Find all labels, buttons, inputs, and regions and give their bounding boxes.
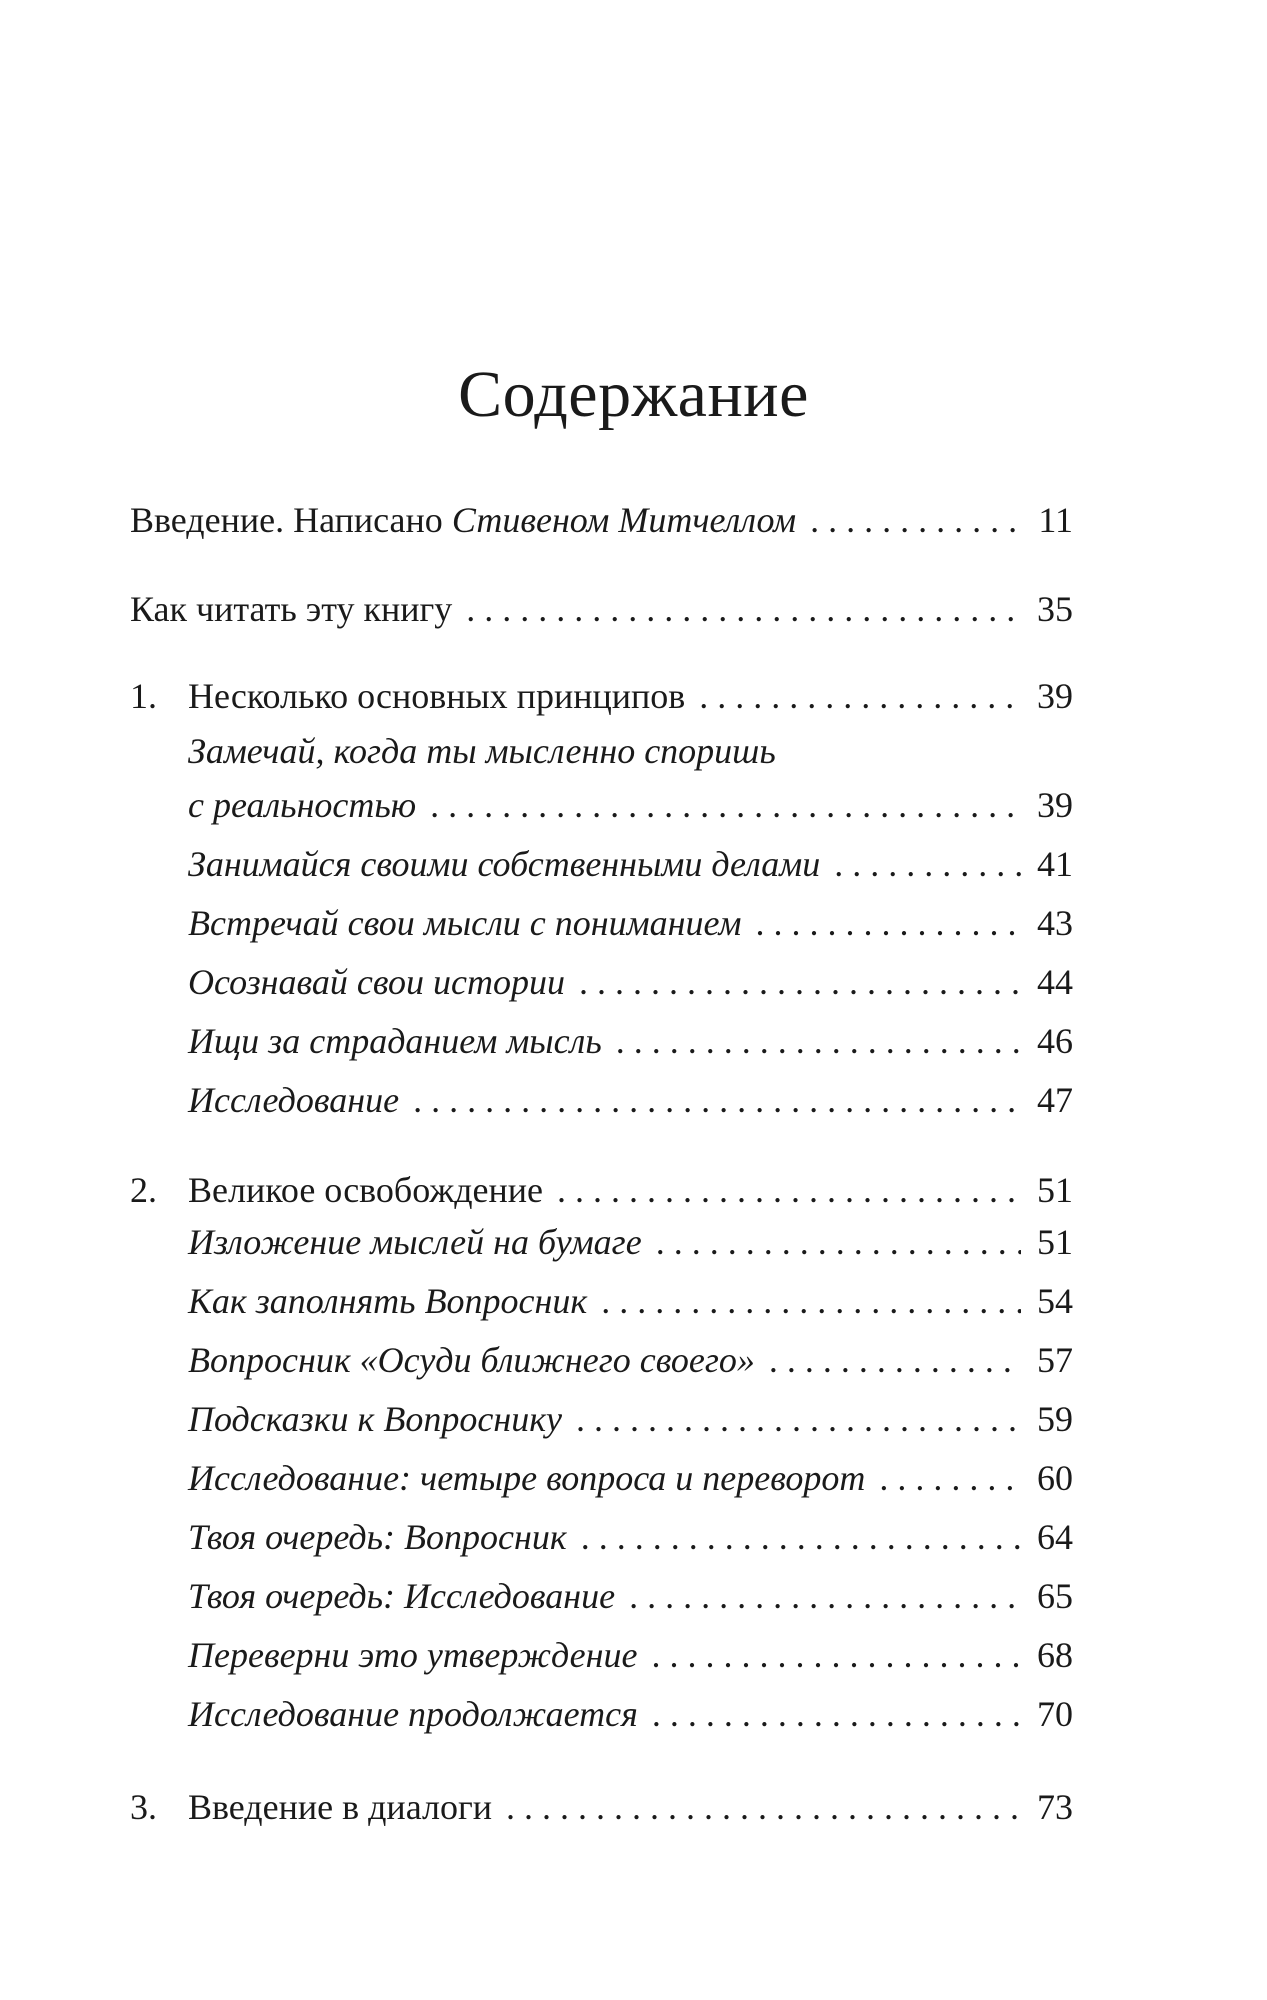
toc-page-number: 39 <box>1037 676 1073 716</box>
dot-leader <box>699 672 1021 720</box>
toc-subentry <box>130 840 1073 888</box>
toc-subentry <box>130 1336 1073 1384</box>
toc-entry-label: Ищи за страданием мысль <box>188 1021 602 1061</box>
toc-page-number: 65 <box>1037 1576 1073 1616</box>
toc-subentry <box>130 1218 1073 1266</box>
toc-subentry <box>130 781 1073 829</box>
chapter-number: 1. <box>130 676 157 716</box>
toc-entry-label: Исследование продолжается <box>188 1694 638 1734</box>
dot-leader <box>579 958 1021 1006</box>
toc-entry-introduction <box>130 496 1073 544</box>
toc-entry-label: Вопросник «Осуди ближнего своего» <box>188 1340 755 1380</box>
toc-page-number: 60 <box>1037 1458 1073 1498</box>
toc-entry-label: Введение в диалоги <box>188 1787 492 1827</box>
dot-leader <box>557 1166 1021 1214</box>
toc-page-number: 51 <box>1037 1170 1073 1210</box>
dot-leader <box>430 781 1021 829</box>
toc-entry-how-to-read <box>130 585 1073 633</box>
page-title: Содержание <box>458 358 809 431</box>
toc-page-number: 54 <box>1037 1281 1073 1321</box>
toc-entry-label: Исследование <box>188 1080 400 1120</box>
toc-page-number: 73 <box>1037 1787 1073 1827</box>
toc-entry-label-plain: Введение. Написано <box>130 500 452 540</box>
toc-subentry <box>130 1076 1073 1124</box>
toc-entry-label: Встречай свои мысли с пониманием <box>188 903 742 943</box>
toc-page-number: 35 <box>1037 589 1073 629</box>
toc-subentry <box>130 958 1073 1006</box>
toc-page-number: 41 <box>1037 844 1073 884</box>
toc-entry-label: Как заполнять Вопросник <box>188 1281 588 1321</box>
toc-subentry <box>130 1572 1073 1620</box>
toc-entry-label: Занимайся своими собственными делами <box>188 844 821 884</box>
toc-chapter-3 <box>130 1783 1073 1831</box>
toc-entry-label: Несколько основных принципов <box>188 676 686 716</box>
toc-entry-label-author: Стивеном Митчеллом <box>451 500 797 540</box>
toc-page-number: 47 <box>1037 1080 1073 1120</box>
toc-subentry <box>130 1277 1073 1325</box>
dot-leader <box>466 585 1021 633</box>
toc-entry-label: Твоя очередь: Вопросник <box>188 1517 567 1557</box>
toc-entry-label <box>130 496 796 544</box>
toc-subentry <box>130 1690 1073 1738</box>
toc-page-number: 44 <box>1037 962 1073 1002</box>
toc-subentry <box>130 899 1073 947</box>
toc-page-number: 39 <box>1037 785 1073 825</box>
dot-leader <box>616 1017 1021 1065</box>
toc-page-number: 68 <box>1037 1635 1073 1675</box>
toc-page-number: 64 <box>1037 1517 1073 1557</box>
dot-leader <box>506 1783 1021 1831</box>
dot-leader <box>601 1277 1021 1325</box>
toc-page-number: 57 <box>1037 1340 1073 1380</box>
toc-entry-label: Замечай, когда ты мысленно споришь <box>188 731 776 771</box>
toc-entry-label: Подсказки к Вопроснику <box>188 1399 563 1439</box>
dot-leader <box>756 899 1021 947</box>
toc-entry-label: с реальностью <box>188 785 417 825</box>
table-of-contents <box>130 0 1073 2000</box>
toc-page-number: 70 <box>1037 1694 1073 1734</box>
toc-page-number: 59 <box>1037 1399 1073 1439</box>
toc-page-number: 51 <box>1037 1222 1073 1262</box>
chapter-number: 2. <box>130 1170 157 1210</box>
dot-leader <box>834 840 1021 888</box>
toc-subentry <box>130 1395 1073 1443</box>
toc-subentry <box>130 1631 1073 1679</box>
dot-leader <box>651 1631 1021 1679</box>
toc-entry-label: Изложение мыслей на бумаге <box>188 1222 642 1262</box>
dot-leader <box>769 1336 1021 1384</box>
toc-page-number: 46 <box>1037 1021 1073 1061</box>
toc-entry-label: Переверни это утверждение <box>188 1635 638 1675</box>
toc-subentry-line1 <box>130 727 1073 775</box>
toc-subentry <box>130 1017 1073 1065</box>
chapter-number: 3. <box>130 1787 157 1827</box>
toc-page-number: 11 <box>1038 500 1073 540</box>
dot-leader <box>413 1076 1021 1124</box>
toc-subentry <box>130 1454 1073 1502</box>
dot-leader <box>652 1690 1021 1738</box>
toc-entry-label: Как читать эту книгу <box>130 589 453 629</box>
dot-leader <box>656 1218 1021 1266</box>
dot-leader <box>879 1454 1021 1502</box>
dot-leader <box>581 1513 1021 1561</box>
toc-entry-label: Осознавай свои истории <box>188 962 565 1002</box>
toc-chapter-1 <box>130 672 1073 720</box>
toc-entry-label: Исследование: четыре вопроса и переворот <box>188 1458 866 1498</box>
dot-leader <box>810 496 1021 544</box>
toc-page-number: 43 <box>1037 903 1073 943</box>
dot-leader <box>629 1572 1021 1620</box>
toc-entry-label: Твоя очередь: Исследование <box>188 1576 616 1616</box>
toc-entry-label: Великое освобождение <box>188 1170 544 1210</box>
dot-leader <box>576 1395 1021 1443</box>
toc-subentry <box>130 1513 1073 1561</box>
toc-chapter-2 <box>130 1166 1073 1214</box>
